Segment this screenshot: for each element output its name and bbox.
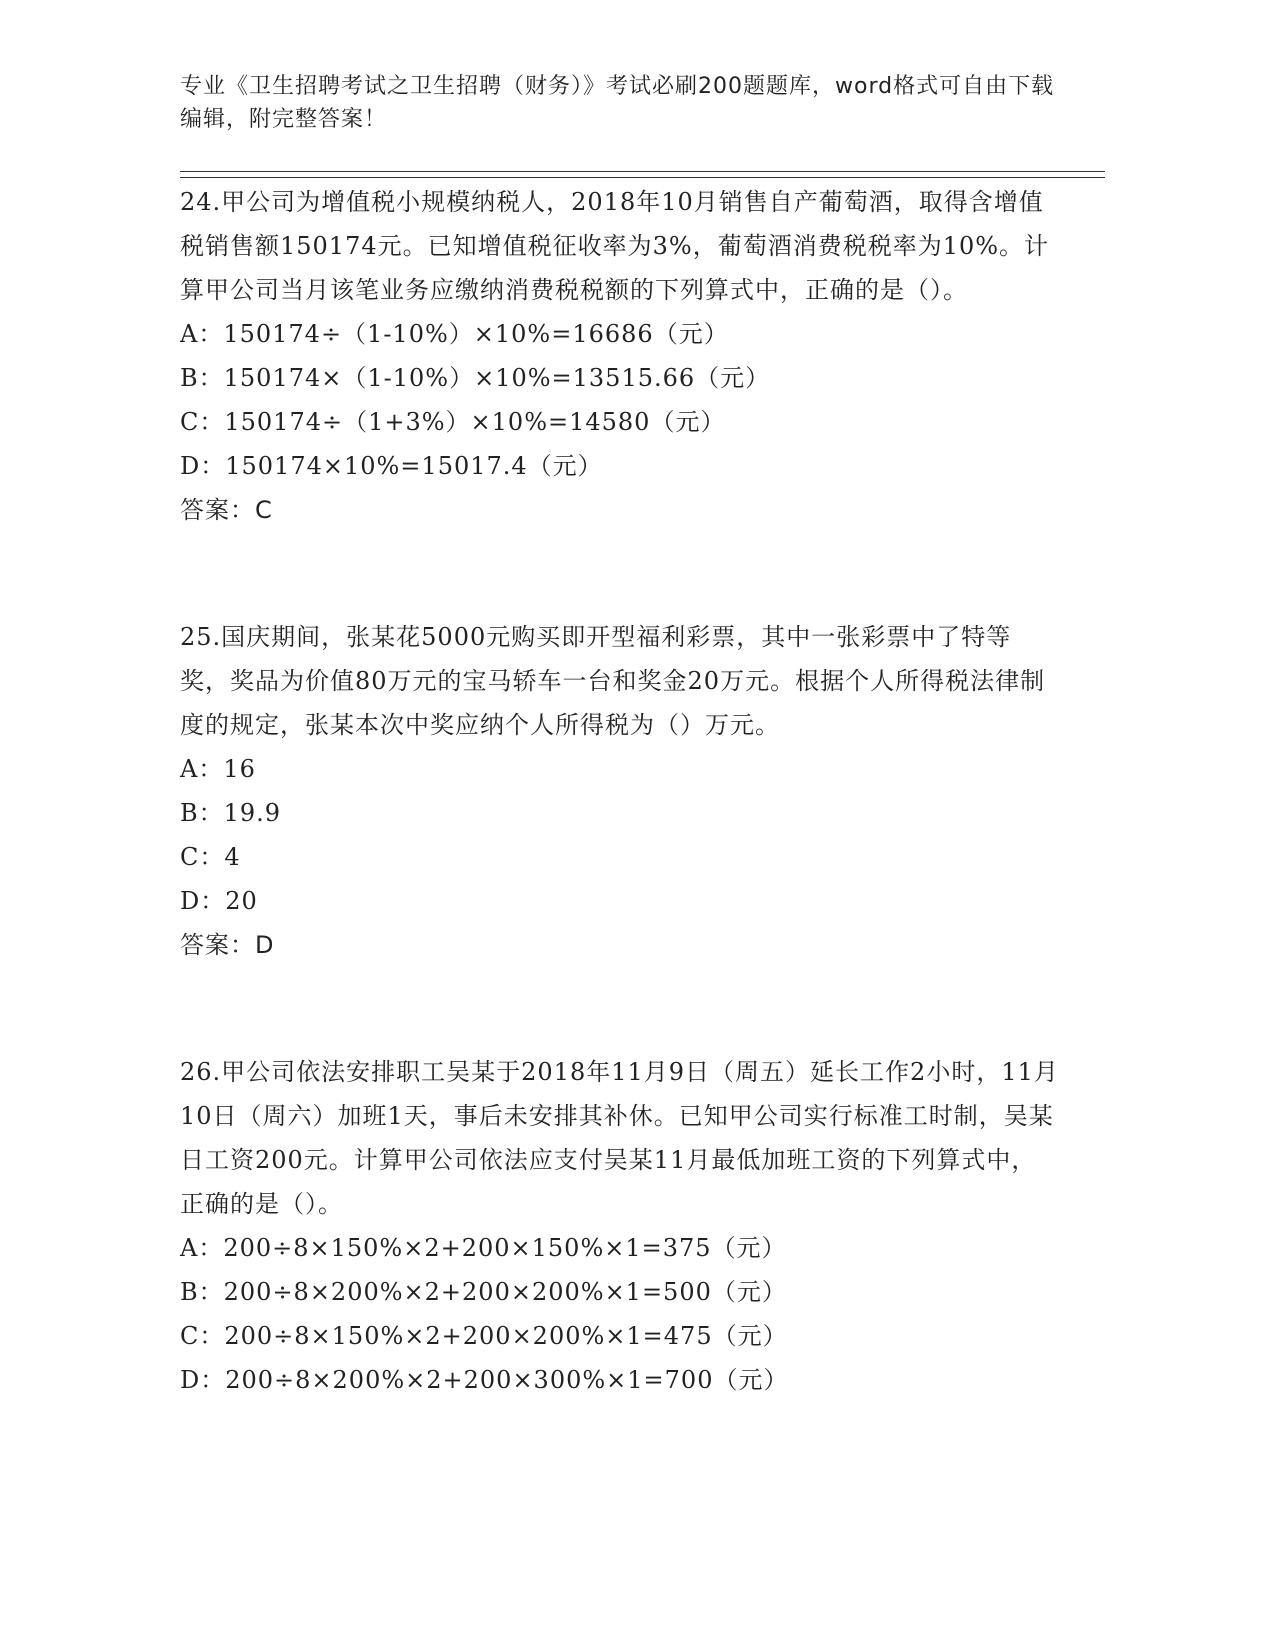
- option-c: C：200÷8×150%×2+200×200%×1=475（元）: [180, 1322, 788, 1350]
- option-d: D：200÷8×200%×2+200×300%×1=700（元）: [180, 1366, 789, 1394]
- option-b: B：200÷8×200%×2+200×200%×1=500（元）: [180, 1278, 787, 1306]
- question-stem: 26.甲公司依法安排职工吴某于2018年11月9日（周五）延长工作2小时，11月10日（周六）加班1天，事后未安排其补休。已知甲公司实行标准工时制，吴某日工资200元。计算甲公司依法应支付吴某11月最低加班工资的下列算式中，正确的是（）。: [180, 1058, 1059, 1218]
- option-a: A：16: [180, 755, 256, 783]
- answer-label: 答案：D: [180, 931, 275, 959]
- option-c: C：150174÷（1+3%）×10%=14580（元）: [180, 408, 726, 436]
- question-24: [180, 180, 1060, 532]
- option-a: A：150174÷（1-10%）×10%=16686（元）: [180, 320, 729, 348]
- option-d: D：150174×10%=15017.4（元）: [180, 452, 603, 480]
- answer-label: 答案：C: [180, 496, 273, 524]
- option-c: C：4: [180, 843, 241, 871]
- question-25: [180, 615, 1060, 967]
- question-stem: 25.国庆期间，张某花5000元购买即开型福利彩票，其中一张彩票中了特等奖，奖品为价值80万元的宝马轿车一台和奖金20万元。根据个人所得税法律制度的规定，张某本次中奖应纳个人所得税为（）万元。: [180, 623, 1046, 739]
- question-26: [180, 1050, 1060, 1402]
- document-header: [180, 70, 1060, 136]
- option-b: B：19.9: [180, 799, 282, 827]
- option-d: D：20: [180, 887, 258, 915]
- option-a: A：200÷8×150%×2+200×150%×1=375（元）: [180, 1234, 787, 1262]
- document-title: 专业《卫生招聘考试之卫生招聘（财务）》考试必刷200题题库，word格式可自由下载编辑，附完整答案！: [180, 74, 1055, 132]
- header-divider: [180, 171, 1105, 178]
- option-b: B：150174×（1-10%）×10%=13515.66（元）: [180, 364, 771, 392]
- question-stem: 24.甲公司为增值税小规模纳税人，2018年10月销售自产葡萄酒，取得含增值税销售额150174元。已知增值税征收率为3%，葡萄酒消费税税率为10%。计算甲公司当月该笔业务应缴纳消费税税额的下列算式中，正确的是（）。: [180, 188, 1050, 304]
